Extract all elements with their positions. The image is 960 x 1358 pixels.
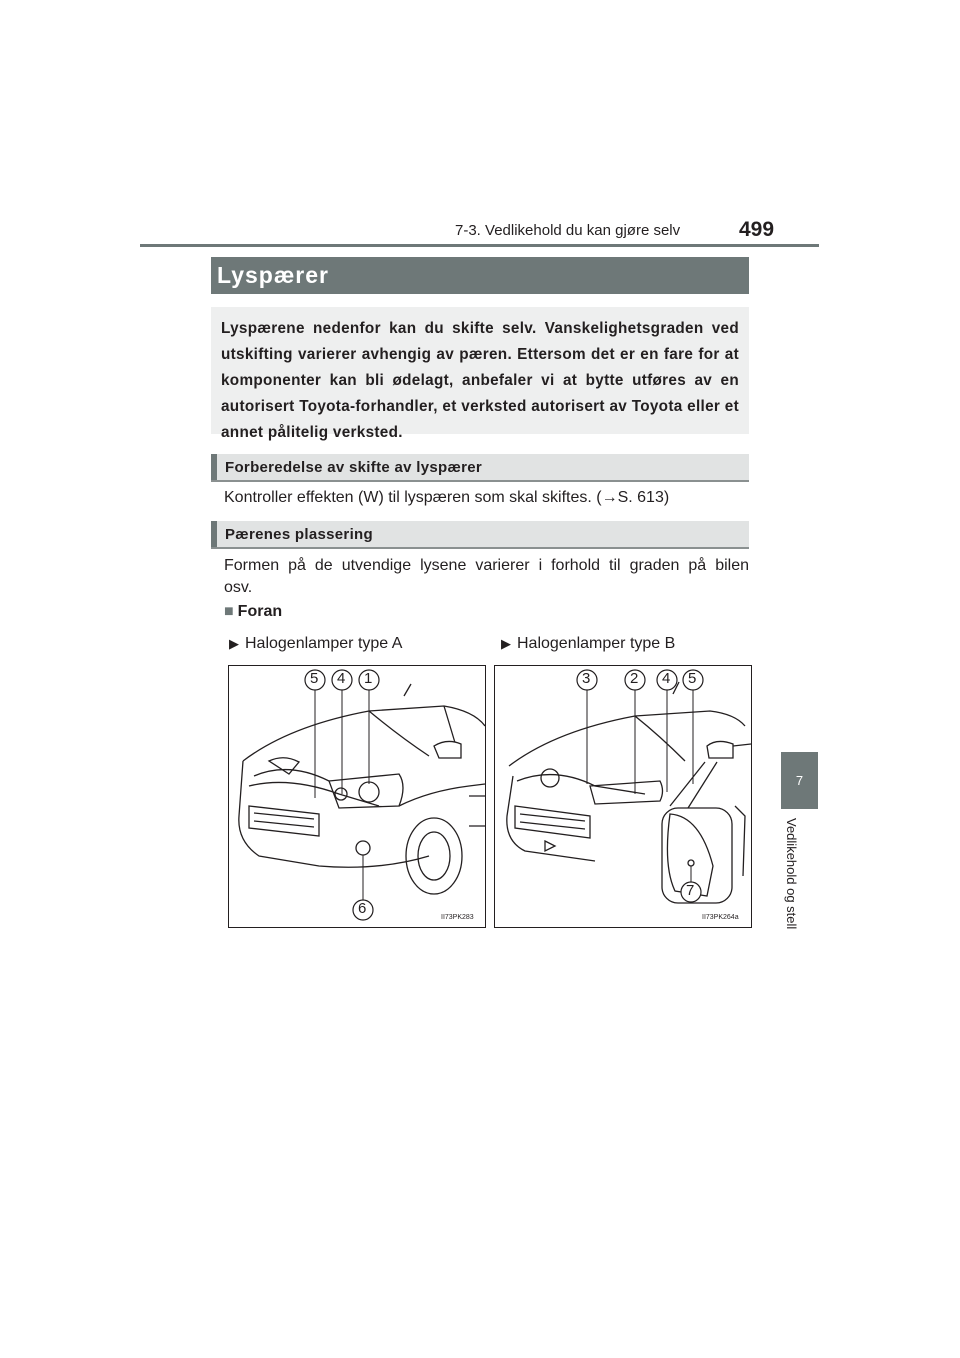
subheading-bar-location [211, 521, 749, 549]
callout-3: 3 [582, 670, 591, 687]
location-text: Formen på de utvendige lysene varierer i forhold til graden på bilen osv. [224, 557, 749, 596]
callout-7: 7 [686, 882, 695, 899]
image-code: II73PK264a [702, 914, 739, 921]
subheading-preparation: Forberedelse av skifte av lyspærer [225, 459, 482, 476]
caption-type-a [229, 633, 402, 655]
subheading-location: Pærenes plassering [225, 526, 373, 543]
caption-type-b [501, 633, 675, 655]
figure-type-b [494, 665, 752, 928]
intro-box: Lyspærene nedenfor kan du skifte selv. Vanskelighetsgraden ved utskifting varierer avhengig av pæren. Ettersom det er en fare for at komponenter kan bli ødelagt, anbefaler vi at bytte utføres av en autorisert Toyota-forhandler, et verksted autorisert av Toyota eller et annet pålitelig verksted. [211, 307, 749, 434]
truck-illustration-a [229, 666, 485, 927]
square-bullet-icon: ■ [224, 603, 234, 620]
subheading-marker [211, 454, 217, 480]
page-number: 499 [739, 218, 775, 241]
subheading-bar-preparation [211, 454, 749, 482]
callout-4: 4 [662, 670, 671, 687]
callout-1: 1 [364, 670, 373, 687]
header-rule [140, 244, 819, 247]
callout-2: 2 [630, 670, 639, 687]
caption-type-b-label: Halogenlamper type B [517, 635, 676, 652]
triangle-bullet-icon: ▶ [501, 636, 511, 651]
callout-4: 4 [337, 670, 346, 687]
callout-5: 5 [310, 670, 319, 687]
caption-type-a-label: Halogenlamper type A [245, 635, 403, 652]
foran-heading [224, 603, 282, 621]
callout-5: 5 [688, 670, 697, 687]
page-title: Lyspærer [211, 257, 749, 294]
callout-6: 6 [358, 900, 367, 917]
preparation-text: Kontroller effekten (W) til lyspæren som skal skiftes. (→S. 613) [224, 489, 670, 506]
subheading-marker [211, 521, 217, 547]
figure-type-a [228, 665, 486, 928]
chapter-side-label: Vedlikehold og stell [784, 818, 799, 930]
running-header-section: 7-3. Vedlikehold du kan gjøre selv [455, 222, 681, 239]
truck-illustration-b [495, 666, 751, 927]
image-code: II73PK283 [441, 914, 474, 921]
triangle-bullet-icon: ▶ [229, 636, 239, 651]
chapter-tab: 7 [781, 752, 818, 809]
foran-label: Foran [237, 603, 283, 620]
